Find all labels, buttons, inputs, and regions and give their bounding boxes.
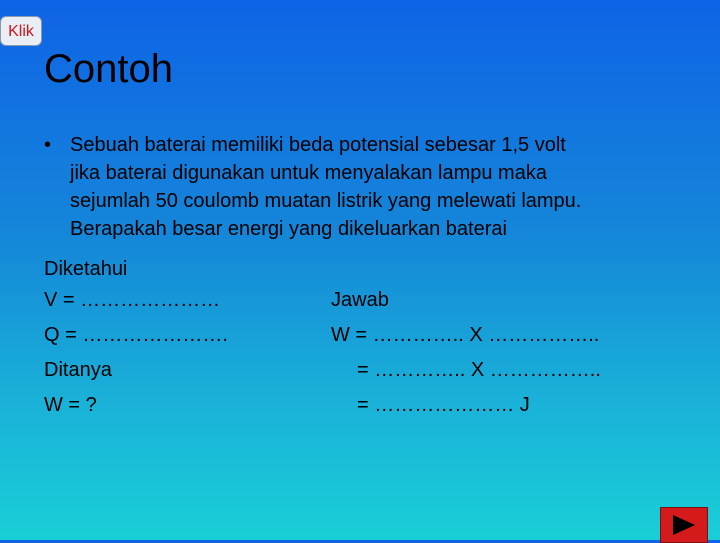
bullet-line-4: Berapakah besar energi yang dikeluarkan baterai (70, 218, 507, 240)
play-arrow-icon (671, 514, 697, 536)
bullet-line-2: jika baterai digunakan untuk menyalakan lampu maka (70, 162, 547, 184)
klik-button[interactable]: Klik (0, 16, 42, 46)
jawab-label: Jawab (331, 289, 389, 311)
w-asked-line: W = ? (44, 394, 97, 416)
slide-title: Contoh (44, 47, 173, 91)
answer-line-3: = ………………… J (357, 394, 530, 416)
q-given-line: Q = …………………. (44, 324, 228, 346)
answer-line-2: = ………….. X …………….. (357, 359, 601, 381)
v-given-line: V = ………………… (44, 289, 221, 311)
ditanya-label: Ditanya (44, 359, 112, 381)
answer-line-1: W = ………….. X …………….. (331, 324, 600, 346)
bullet-text-1: Sebuah baterai memiliki beda potensial sebesar 1,5 volt (70, 134, 566, 156)
problem-statement (44, 131, 704, 243)
next-slide-button[interactable] (660, 507, 708, 543)
bullet-line-1 (44, 131, 704, 159)
bullet-line-3: sejumlah 50 coulomb muatan listrik yang melewati lampu. (70, 190, 582, 212)
diketahui-label: Diketahui (44, 258, 128, 280)
bullet-marker: • (44, 134, 52, 156)
